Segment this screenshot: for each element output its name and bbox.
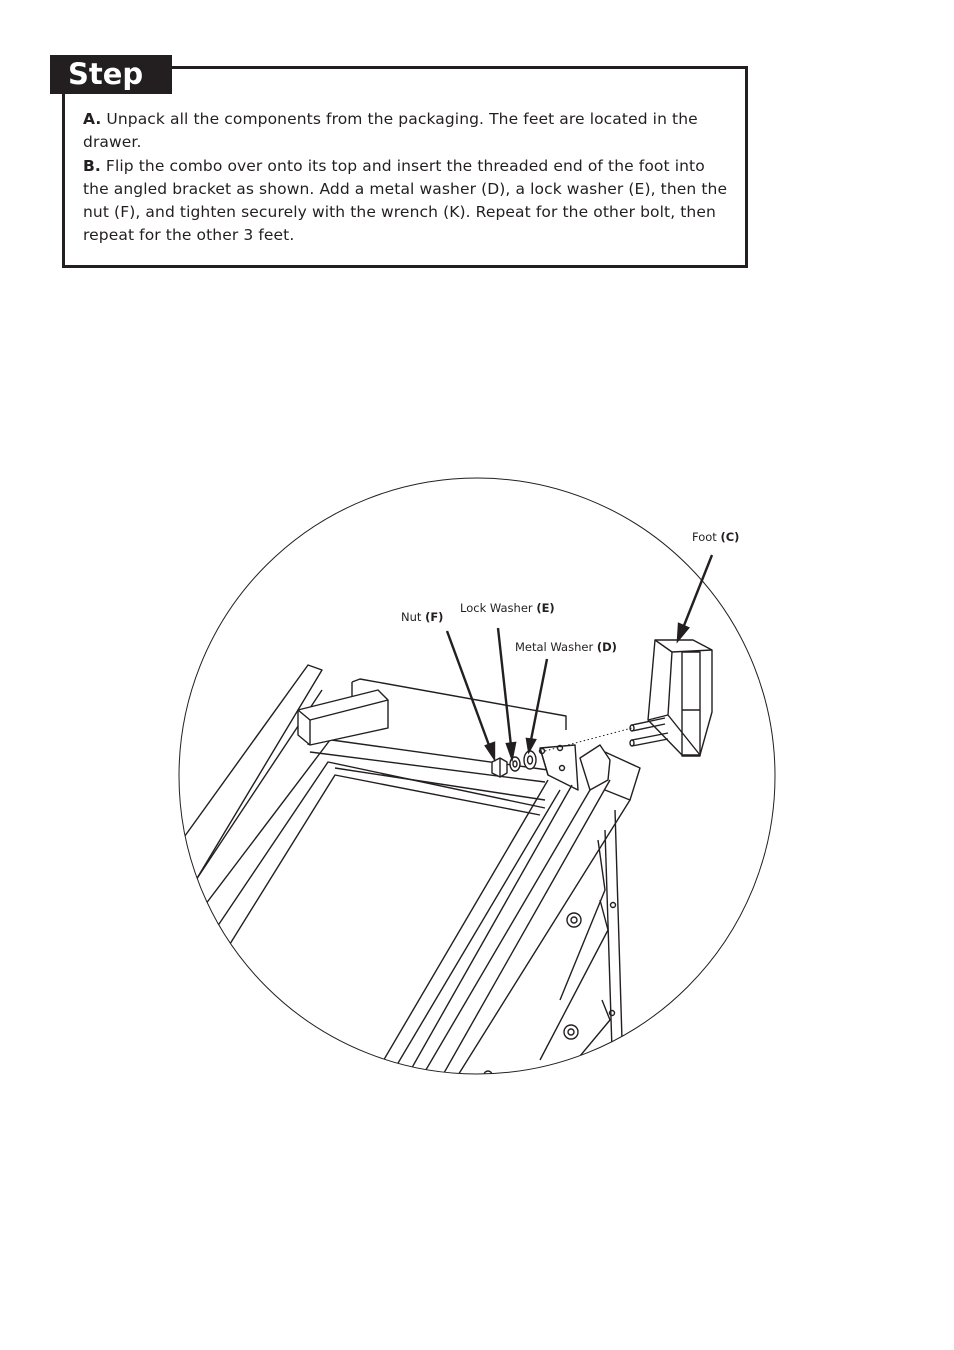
instruction-a-marker: A. bbox=[83, 110, 102, 128]
lock-washer-leader bbox=[498, 628, 511, 746]
nut-label-code: (F) bbox=[425, 610, 444, 624]
lock-washer-label-code: (E) bbox=[536, 601, 555, 615]
foot-leader bbox=[683, 555, 712, 628]
nut-label bbox=[401, 610, 443, 624]
foot-label bbox=[692, 530, 739, 544]
nut-leader bbox=[447, 631, 490, 748]
foot-label-name: Foot bbox=[692, 530, 717, 544]
nut-label-name: Nut bbox=[401, 610, 422, 624]
instruction-b-marker: B. bbox=[83, 156, 101, 175]
lock-washer-label-name: Lock Washer bbox=[460, 601, 533, 615]
metal-washer-label bbox=[515, 640, 617, 654]
step-title: Step 1 bbox=[50, 55, 172, 94]
metal-washer-label-code: (D) bbox=[596, 640, 617, 654]
detail-circle bbox=[179, 478, 775, 1074]
instruction-a-text: Unpack all the components from the packaging. The feet are located in the drawer. bbox=[83, 110, 698, 152]
foot-label-code: (C) bbox=[720, 530, 740, 544]
instruction-b-text: Flip the combo over onto its top and insert the threaded end of the foot into the angled bracket as shown. Add a metal washer (D), a lock washer (E), then the nut (F), and tighten securely with the wrench (K). Repeat for the other bolt, then repeat for the other 3 feet. bbox=[83, 156, 728, 245]
metal-washer-label-name: Metal Washer bbox=[515, 640, 594, 654]
metal-washer-leader bbox=[531, 659, 547, 740]
lock-washer-label bbox=[460, 601, 555, 615]
